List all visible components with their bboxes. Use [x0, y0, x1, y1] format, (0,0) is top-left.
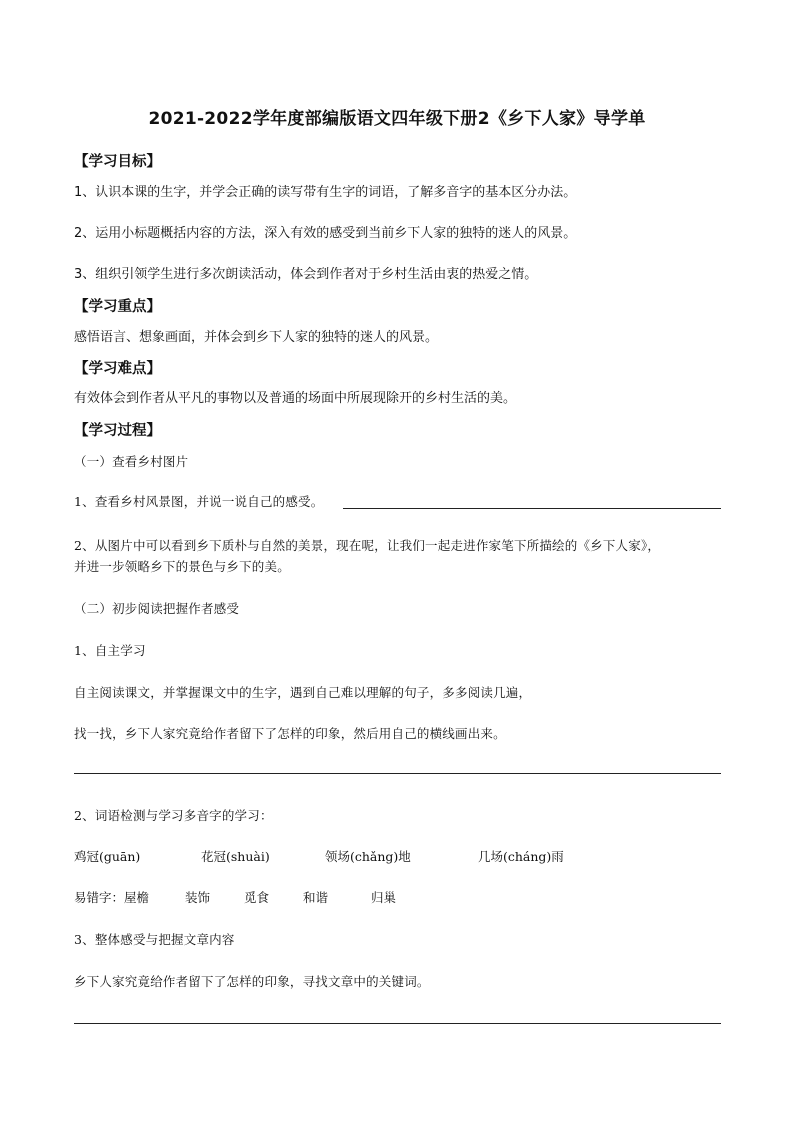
objective-item-1: 1、认识本课的生字，并学会正确的读写带有生字的词语，了解多音字的基本区分办法。	[74, 185, 577, 200]
answer-line	[74, 1023, 721, 1024]
difficulties-text: 有效体会到作者从平凡的事物以及普通的场面中所展现除开的乡村生活的美。	[74, 391, 517, 406]
objectives-heading: 【学习目标】	[74, 154, 161, 170]
mistake-word: 和谐	[303, 890, 329, 905]
part2-sub3-text: 乡下人家究竟给作者留下了怎样的印象，寻找文章中的关键词。	[74, 974, 430, 989]
page-title: 2021-2022学年度部编版语文四年级下册2《乡下人家》导学单	[148, 109, 646, 129]
mistake-word: 归巢	[371, 890, 397, 905]
part1-question-2-line2: 并进一步领略乡下的景色与乡下的美。	[74, 559, 290, 574]
polyphone-word: 几场(cháng)雨	[478, 849, 564, 864]
mistake-word: 装饰	[185, 890, 211, 905]
objective-item-3: 3、组织引领学生进行多次朗读活动，体会到作者对于乡村生活由衷的热爱之情。	[74, 267, 538, 282]
polyphone-word: 花冠(shuài)	[201, 849, 270, 864]
part2-sub2-title: 2、词语检测与学习多音字的学习：	[74, 808, 273, 823]
polyphone-word: 领场(chǎng)地	[325, 849, 411, 864]
part1-question-2-line1: 2、从图片中可以看到乡下质朴与自然的美景，现在呢，让我们一起走进作家笔下所描绘的《乡下人家》，	[74, 538, 661, 553]
mistake-label: 易错字：屋檐	[74, 890, 150, 905]
part1-title: （一）查看乡村图片	[74, 454, 189, 469]
part1-question-1: 1、查看乡村风景图，并说一说自己的感受。	[74, 494, 324, 509]
key-points-text: 感悟语言、想象画面，并体会到乡下人家的独特的迷人的风景。	[74, 330, 439, 345]
polyphone-word: 鸡冠(guān)	[74, 849, 141, 864]
part2-sub3-title: 3、整体感受与把握文章内容	[74, 932, 235, 947]
key-points-heading: 【学习重点】	[74, 299, 161, 315]
part2-sub1-title: 1、自主学习	[74, 643, 146, 658]
objective-item-2: 2、运用小标题概括内容的方法，深入有效的感受到当前乡下人家的独特的迷人的风景。	[74, 226, 577, 241]
process-heading: 【学习过程】	[74, 423, 161, 439]
difficulties-heading: 【学习难点】	[74, 361, 161, 377]
part2-sub1-text-2: 找一找，乡下人家究竟给作者留下了怎样的印象，然后用自己的横线画出来。	[74, 726, 506, 741]
part2-sub1-text-1: 自主阅读课文，并掌握课文中的生字，遇到自己难以理解的句子，多多阅读几遍，	[74, 685, 532, 700]
answer-line	[343, 508, 721, 509]
answer-line	[74, 773, 721, 774]
mistake-word: 觅食	[244, 890, 270, 905]
part2-title: （二）初步阅读把握作者感受	[74, 601, 240, 616]
